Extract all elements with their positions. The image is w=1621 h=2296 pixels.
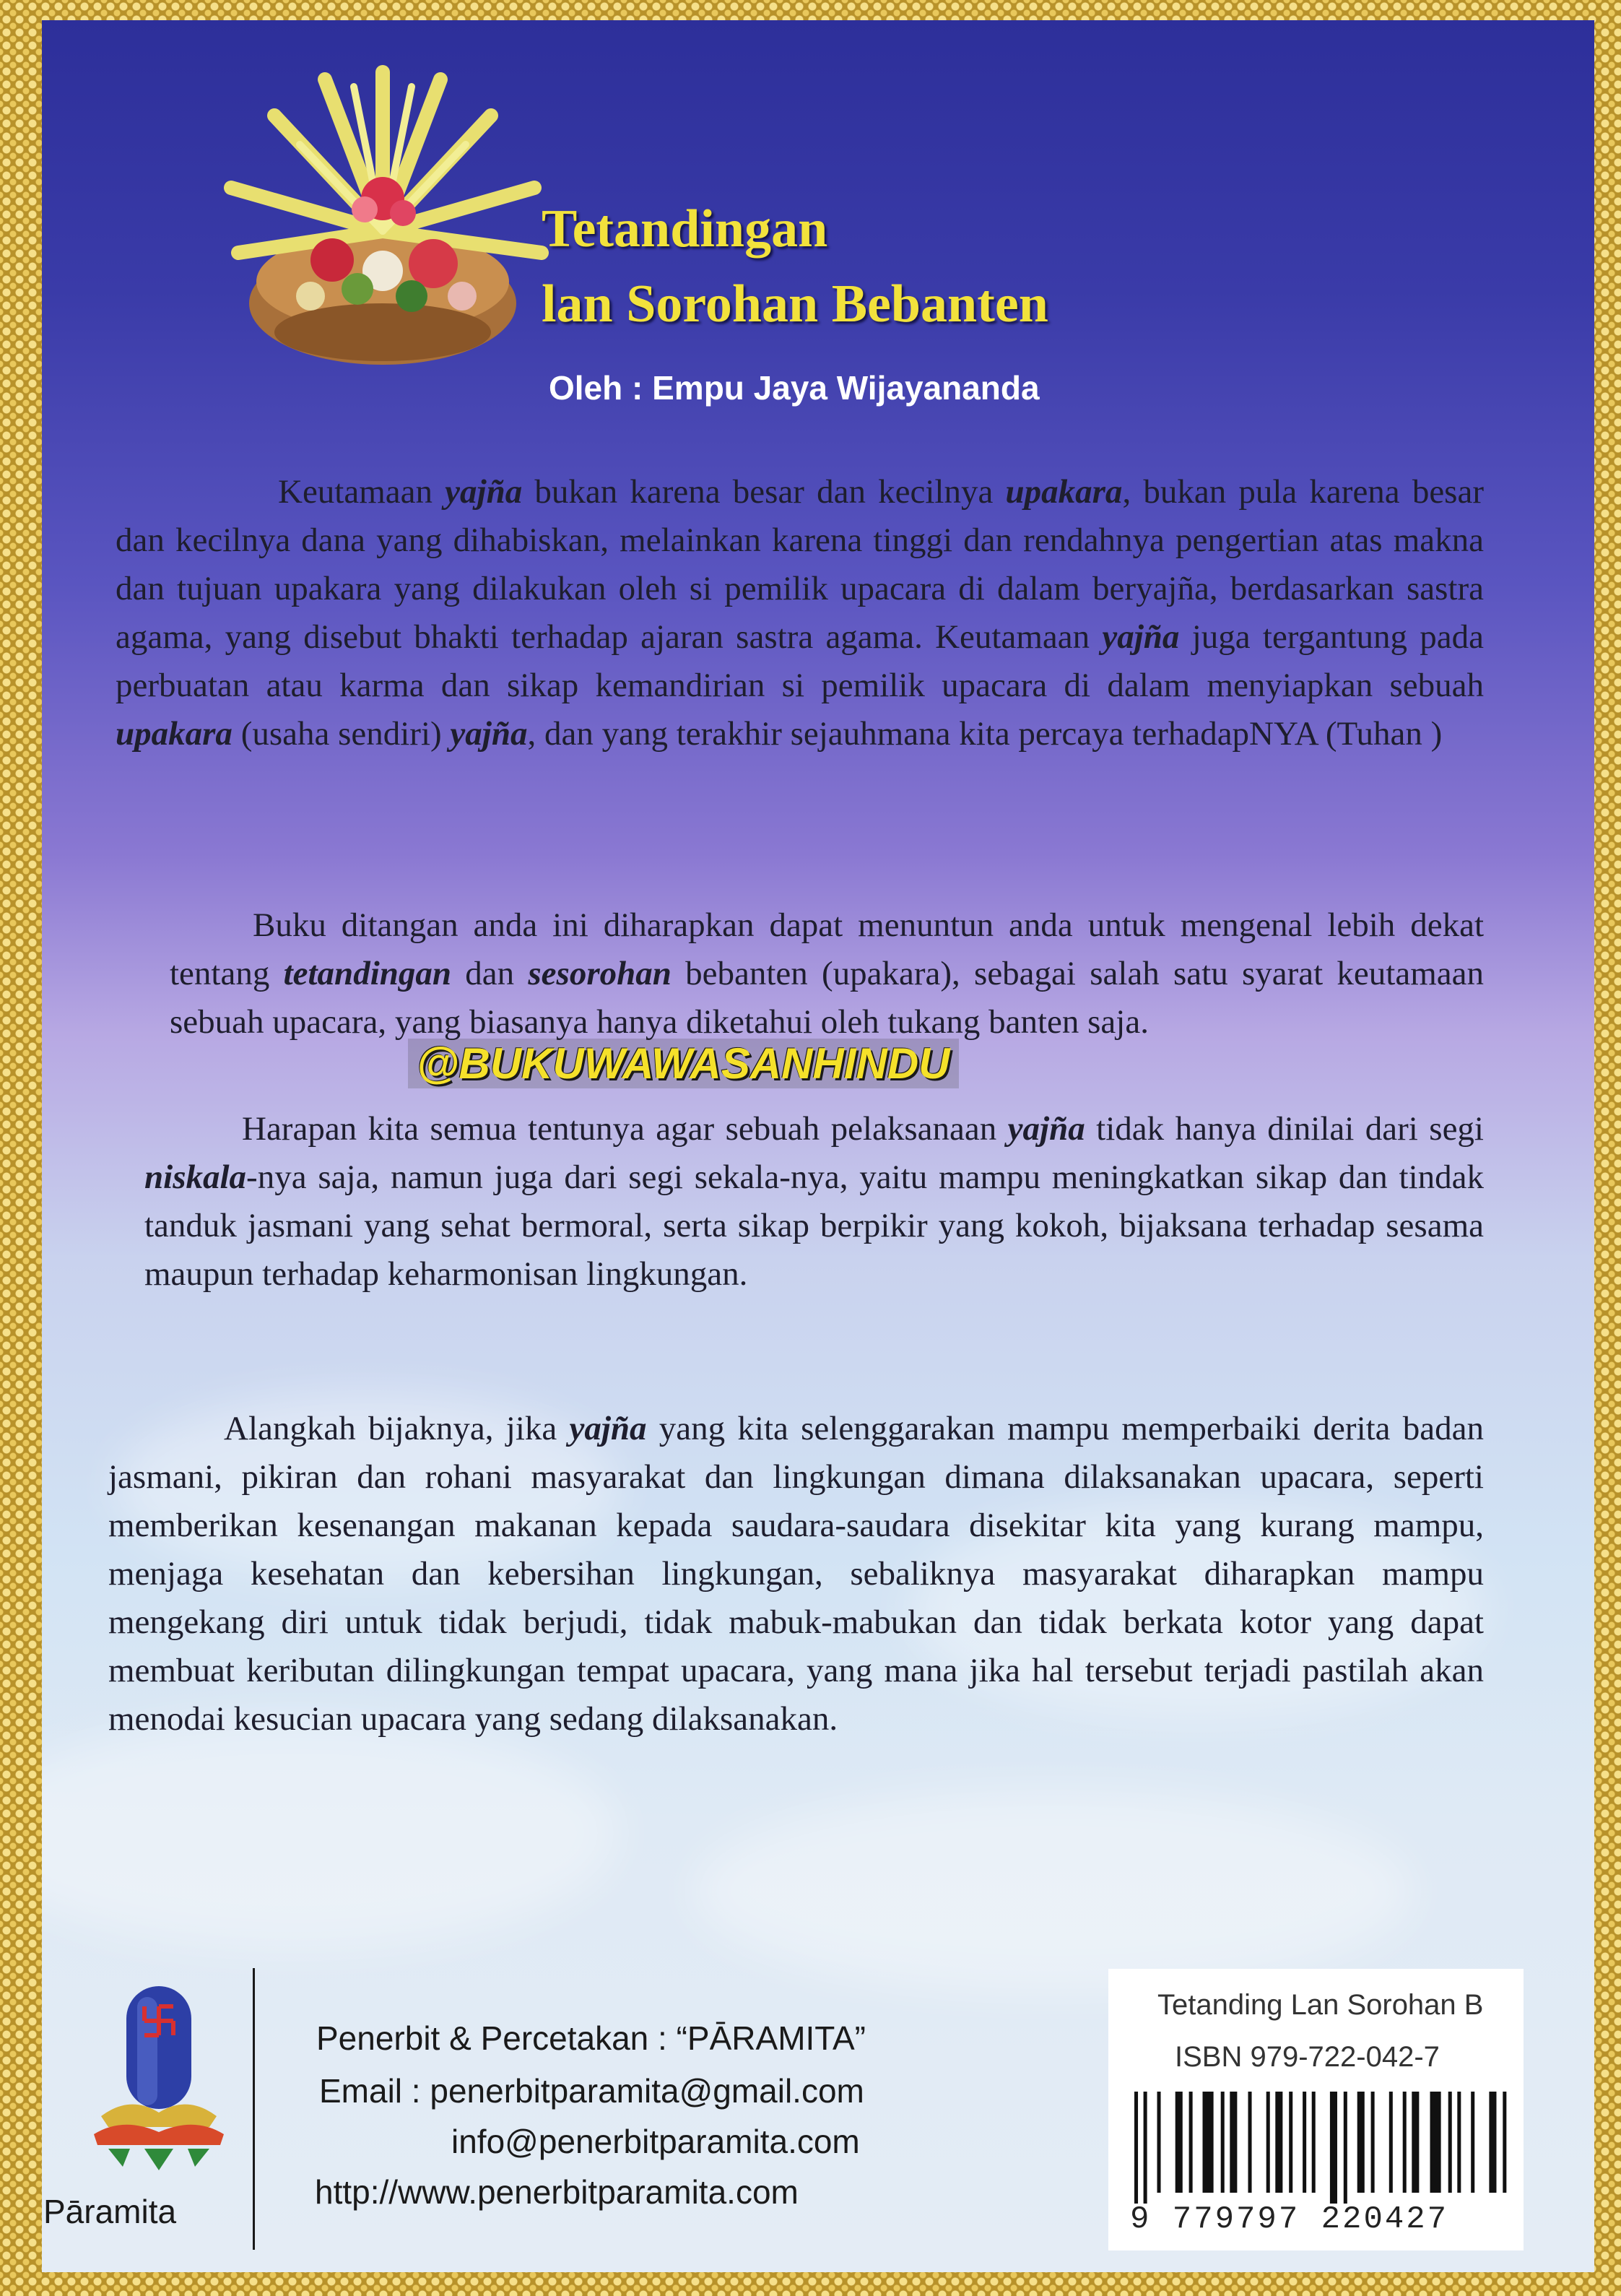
barcode-bar: [1203, 2092, 1214, 2193]
text-run: Buku ditangan anda ini diharapkan dapat menuntun anda untuk mengenal lebih dekat tentang: [170, 906, 1484, 992]
emphasis-term: yajña: [569, 1410, 647, 1447]
barcode-bar: [1471, 2092, 1474, 2193]
barcode-bar: [1503, 2092, 1506, 2193]
barcode-bar: [1457, 2092, 1461, 2193]
barcode-bar: [1312, 2092, 1316, 2193]
text-run: Harapan kita semua tentunya agar sebuah pelaksanaan: [242, 1110, 1008, 1148]
emphasis-term: niskala: [144, 1158, 247, 1196]
emphasis-term: yajña: [1007, 1110, 1085, 1148]
barcode-panel: [1108, 1969, 1524, 2250]
publisher-email[interactable]: Email : penerbitparamita@gmail.com: [319, 2072, 864, 2110]
paramita-logo: [87, 1972, 231, 2188]
barcode-bar: [1248, 2092, 1252, 2193]
text-run: -nya saja, namun juga dari segi sekala-nya, yaitu mampu meningkatkan sikap dan tindak tanduk jasmani yang sehat bermoral, serta sikap berpikir yang kokoh, bijaksana terhadap sesama maupun terhadap keharmonisan lingkungan.: [144, 1158, 1484, 1293]
publisher-website[interactable]: http://www.penerbitparamita.com: [315, 2173, 799, 2211]
text-run: , bukan pula karena besar dan kecilnya dana yang dihabiskan, melainkan karena tinggi dan rendahnya pengertian atas makna dan tujuan upakara yang dilakukan oleh si pemilik upacara di dalam beryajña, berdasarkan sastra agama, yang disebut bhakti terhadap ajaran sastra agama. Keutamaan: [116, 473, 1484, 656]
barcode-bar: [1403, 2092, 1407, 2193]
barcode-bar: [1134, 2092, 1138, 2204]
author-byline: Oleh : Empu Jaya Wijayananda: [549, 369, 1040, 407]
barcode-title: Tetanding Lan Sorohan B: [1157, 1989, 1484, 2021]
publisher-email-alt[interactable]: info@penerbitparamita.com: [451, 2123, 860, 2160]
barcode-bar: [1230, 2092, 1237, 2193]
text-run: bukan karena besar dan kecilnya: [522, 473, 1006, 511]
emphasis-term: upakara: [1005, 473, 1123, 511]
cloud: [692, 1790, 1414, 1992]
blurb-paragraph-1: [116, 468, 1484, 758]
emphasis-term: yajña: [450, 715, 528, 753]
watermark-handle: @BUKUWAWASANHINDU: [408, 1039, 959, 1088]
text-run: Keutamaan: [278, 473, 446, 511]
barcode-bar: [1371, 2092, 1375, 2193]
barcode-bar: [1344, 2092, 1347, 2204]
book-title-line1: Tetandingan: [542, 199, 828, 259]
text-run: yang kita selenggarakan mampu memperbaiki derita badan jasmani, pikiran dan rohani masyarakat dan lingkungan dimana dilaksanakan upacara, seperti memberikan kesenangan makanan kepada saudara-saudara disekitar kita yang kurang mampu, menjaga kesehatan dan kebersihan lingkungan, sebaliknya masyarakat diharapkan mampu mengekang diri untuk tidak berjudi, tidak mabuk-mabukan dan tidak berkata kotor yang dapat membuat keributan dilingkungan tempat upacara, yang mana jika hal tersebut terjadi pastilah akan menodai kesucian upacara yang sedang dilaksanakan.: [108, 1410, 1484, 1738]
barcode-bar: [1357, 2092, 1365, 2193]
emphasis-term: sesorohan: [528, 955, 672, 992]
text-run: tidak hanya dinilai dari segi: [1085, 1110, 1484, 1148]
barcode-bar: [1412, 2092, 1419, 2193]
barcode-digits: 9 779797 220427: [1130, 2201, 1449, 2237]
barcode-bars: [1130, 2092, 1509, 2204]
text-run: dan: [451, 955, 529, 992]
barcode-bar: [1448, 2092, 1452, 2193]
barcode-bar: [1330, 2092, 1337, 2204]
text-run: , dan yang terakhir sejauhmana kita percaya terhadapNYA (Tuhan ): [527, 715, 1443, 753]
isbn-label: ISBN 979-722-042-7: [1175, 2041, 1440, 2073]
barcode-bar: [1189, 2092, 1193, 2193]
barcode-bar: [1157, 2092, 1161, 2193]
emphasis-term: tetandingan: [283, 955, 452, 992]
text-run: Alangkah bijaknya, jika: [224, 1410, 570, 1447]
text-run: juga tergantung pada perbuatan atau karma dan sikap kemandirian si pemilik upacara di dalam menyiapkan sebuah: [116, 618, 1485, 704]
barcode-bar: [1221, 2092, 1225, 2193]
logo-label: Pāramita: [43, 2193, 177, 2230]
cloud: [42, 1717, 620, 1949]
barcode-bar: [1275, 2092, 1282, 2193]
text-run: (usaha sendiri): [232, 715, 451, 753]
book-title: [542, 191, 1048, 342]
divider: [253, 1968, 255, 2250]
banten-offering-image: [217, 65, 556, 376]
book-title-line2: lan Sorohan Bebanten: [542, 274, 1048, 334]
barcode-bar: [1289, 2092, 1292, 2193]
barcode-bar: [1144, 2092, 1147, 2204]
emphasis-term: upakara: [116, 715, 232, 753]
text-run: bebanten (upakara), sebagai salah satu syarat keutamaan sebuah upacara, yang biasanya hanya diketahui oleh tukang banten saja.: [170, 955, 1484, 1041]
barcode-bar: [1175, 2092, 1183, 2193]
blurb-paragraph-4: [108, 1405, 1484, 1743]
barcode-bar: [1266, 2092, 1270, 2193]
emphasis-term: yajña: [1102, 618, 1180, 656]
blurb-paragraph-3: [144, 1105, 1484, 1299]
blurb-paragraph-2: [170, 901, 1484, 1047]
barcode-bar: [1303, 2092, 1306, 2193]
publisher-name: Penerbit & Percetakan : “PĀRAMITA”: [316, 2019, 866, 2057]
barcode-bar: [1389, 2092, 1393, 2193]
barcode-bar: [1430, 2092, 1441, 2193]
emphasis-term: yajña: [445, 473, 523, 511]
barcode-bar: [1489, 2092, 1496, 2193]
